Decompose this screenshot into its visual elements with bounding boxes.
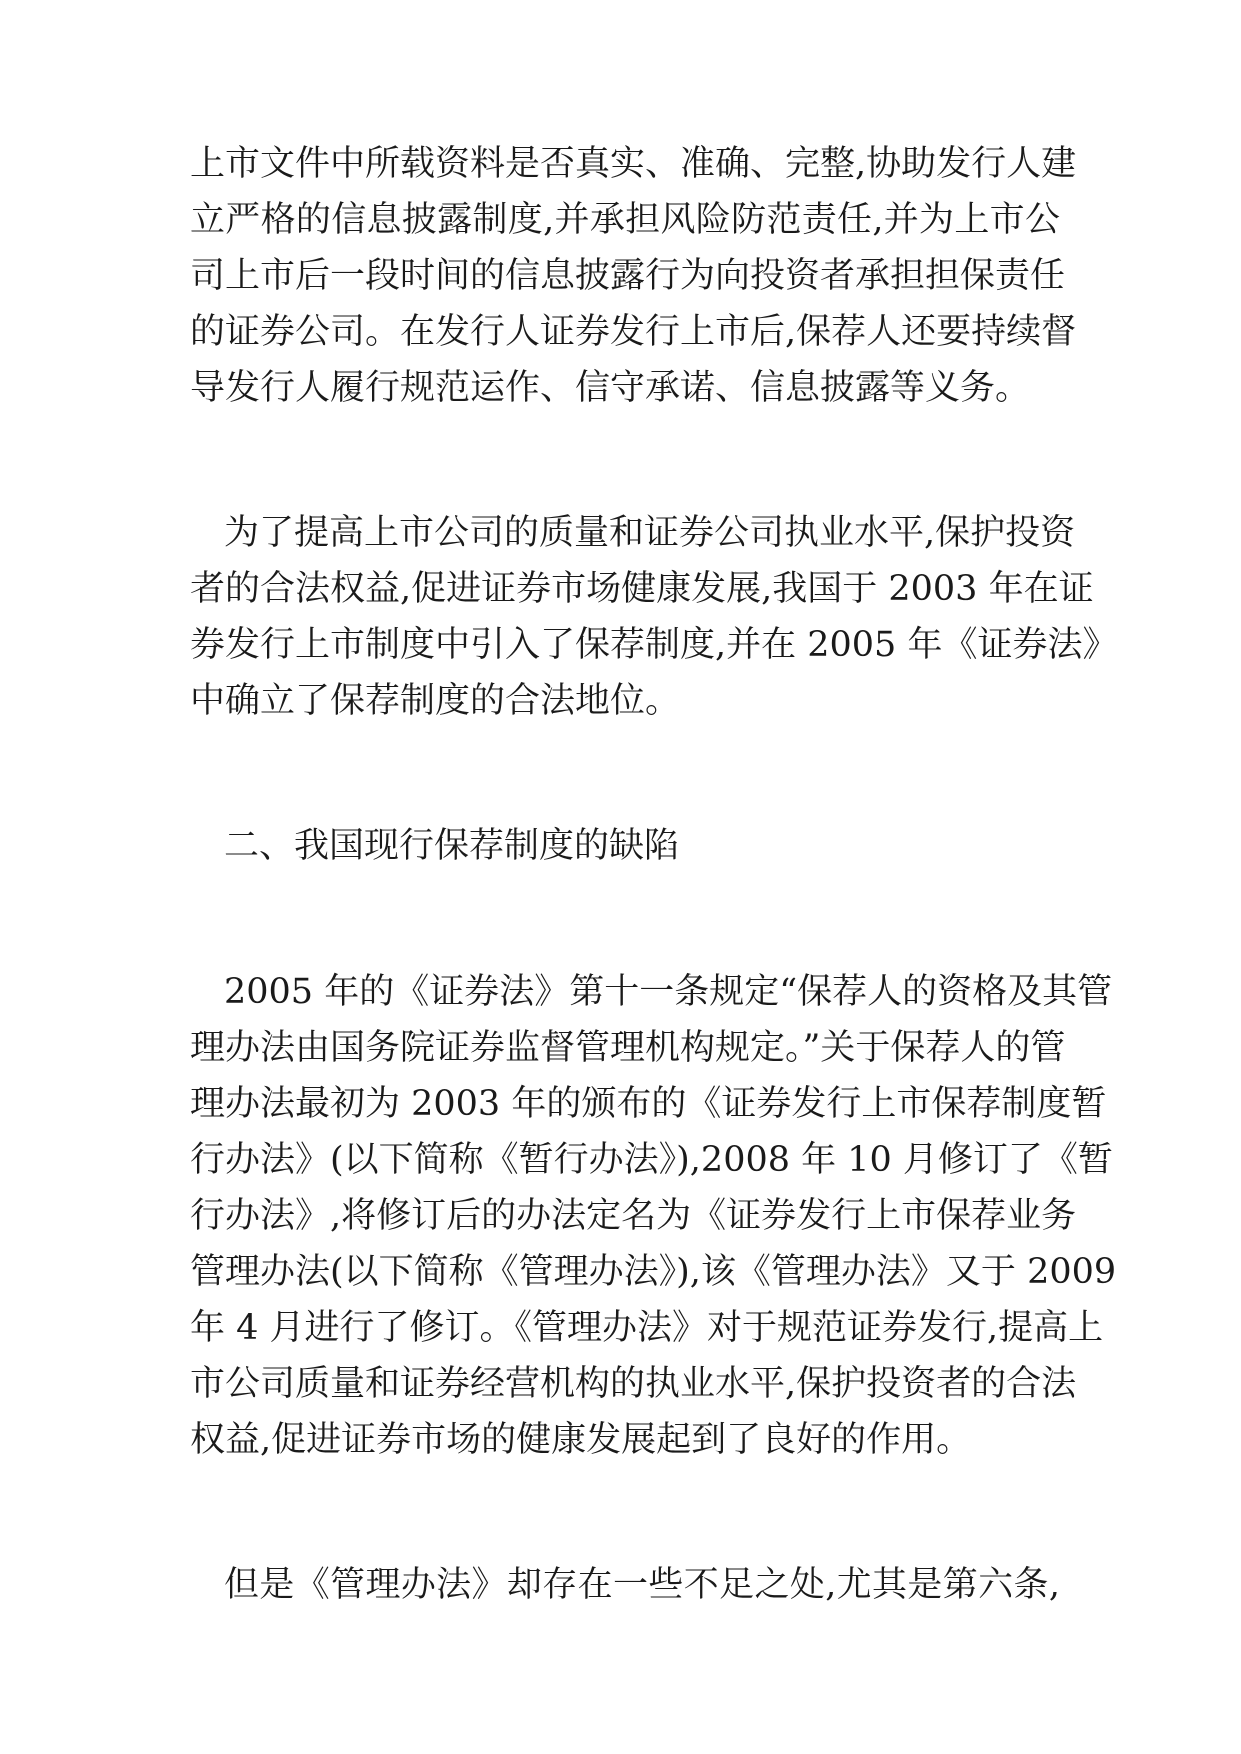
paragraph-3-line-5: 行办法》,将修订后的办法定名为《证券发行上市保荐业务 [190,1196,1077,1236]
paragraph-4-line-1: 但是《管理办法》却存在一些不足之处,尤其是第六条, [224,1565,1060,1605]
paragraph-1-line-5: 导发行人履行规范运作、信守承诺、信息披露等义务。 [190,368,1031,408]
paragraph-3-line-6: 管理办法(以下简称《管理办法》),该《管理办法》又于 2009 [190,1252,1117,1292]
paragraph-2-line-1: 为了提高上市公司的质量和证券公司执业水平,保护投资 [224,513,1076,553]
paragraph-1-line-3: 司上市后一段时间的信息披露行为向投资者承担担保责任 [190,256,1066,296]
paragraph-3-line-3: 理办法最初为 2003 年的颁布的《证券发行上市保荐制度暂 [190,1084,1107,1124]
paragraph-1-line-4: 的证券公司。在发行人证券发行上市后,保荐人还要持续督 [190,312,1077,352]
paragraph-3-line-7: 年 4 月进行了修订。《管理办法》对于规范证券发行,提高上 [190,1308,1104,1348]
paragraph-1-line-2: 立严格的信息披露制度,并承担风险防范责任,并为上市公 [190,200,1060,240]
paragraph-3-line-8: 市公司质量和证券经营机构的执业水平,保护投资者的合法 [190,1364,1077,1404]
paragraph-2-line-4: 中确立了保荐制度的合法地位。 [190,681,681,721]
paragraph-3-line-4: 行办法》(以下简称《暂行办法》),2008 年 10 月修订了《暂 [190,1140,1113,1180]
paragraph-2-line-3: 券发行上市制度中引入了保荐制度,并在 2005 年《证券法》 [190,625,1118,665]
paragraph-3-line-1: 2005 年的《证券法》第十一条规定“保荐人的资格及其管 [224,972,1113,1012]
paragraph-1-line-1: 上市文件中所载资料是否真实、准确、完整,协助发行人建 [190,144,1077,184]
paragraph-3-line-2: 理办法由国务院证券监督管理机构规定。”关于保荐人的管 [190,1028,1066,1068]
paragraph-3-line-9: 权益,促进证券市场的健康发展起到了良好的作用。 [190,1420,972,1460]
paragraph-2-line-2: 者的合法权益,促进证券市场健康发展,我国于 2003 年在证 [190,569,1094,609]
section-heading-text: 二、我国现行保荐制度的缺陷 [224,826,680,866]
